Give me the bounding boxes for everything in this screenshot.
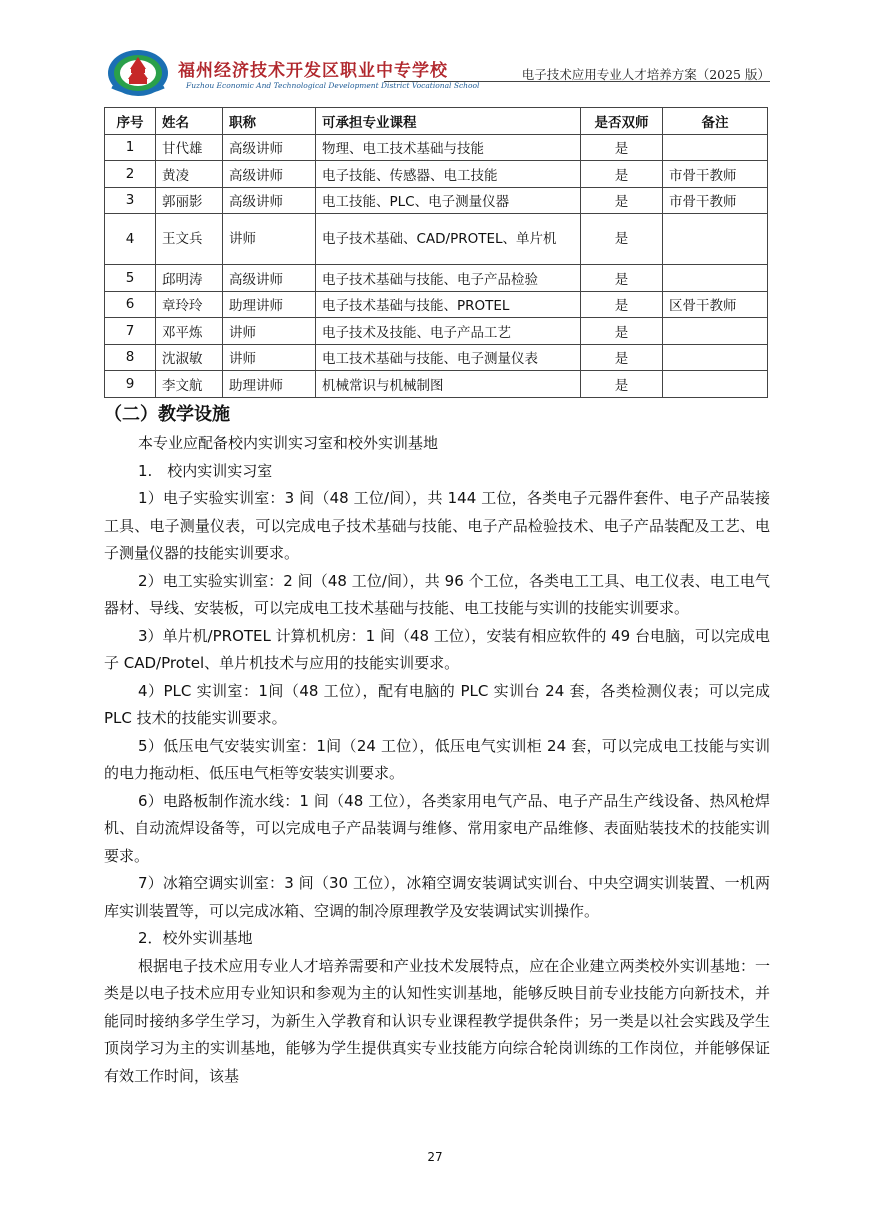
cell-courses: 电子技术及技能、电子产品工艺 <box>316 318 581 345</box>
table-row <box>105 318 768 345</box>
cell-name: 王文兵 <box>156 214 223 265</box>
cell-dual: 是 <box>581 291 663 318</box>
table-header-row <box>105 108 768 135</box>
section-heading: （二）教学设施 <box>104 404 230 425</box>
table-row <box>105 291 768 318</box>
cell-dual: 是 <box>581 161 663 188</box>
cell-title: 讲师 <box>223 318 316 345</box>
cell-name: 甘代雄 <box>156 134 223 161</box>
facility-item: 5）低压电气安装实训室：1间（24 工位），低压电气实训柜 24 套，可以完成电工技能与实训的电力拖动柜、低压电气柜等安装实训要求。 <box>104 736 770 782</box>
section-intro: 本专业应配备校内实训实习室和校外实训基地 <box>138 434 439 452</box>
col-header-name: 姓名 <box>156 108 223 135</box>
cell-title: 助理讲师 <box>223 291 316 318</box>
cell-dual: 是 <box>581 134 663 161</box>
cell-dual: 是 <box>581 187 663 214</box>
cell-courses: 电子技能、传感器、电工技能 <box>316 161 581 188</box>
school-name-cn: 福州经济技术开发区职业中专学校 <box>178 61 448 81</box>
table-row <box>105 134 768 161</box>
table-row <box>105 214 768 265</box>
cell-no: 1 <box>105 134 156 161</box>
cell-note: 区骨干教师 <box>663 291 768 318</box>
cell-no: 3 <box>105 187 156 214</box>
cell-courses: 电子技术基础与技能、电子产品检验 <box>316 265 581 292</box>
cell-no: 9 <box>105 371 156 398</box>
page-number: 27 <box>427 1150 443 1164</box>
header-divider <box>384 81 770 82</box>
facility-item: 7）冰箱空调实训室：3 间（30 工位），冰箱空调安装调试实训台、中央空调实训装置、一机两库实训装置等，可以完成冰箱、空调的制冷原理教学及安装调试实训操作。 <box>104 874 770 920</box>
cell-title: 讲师 <box>223 344 316 371</box>
school-emblem-icon <box>106 47 170 97</box>
cell-note: 市骨干教师 <box>663 187 768 214</box>
table-row <box>105 371 768 398</box>
col-header-note: 备注 <box>663 108 768 135</box>
document-title: 电子技术应用专业人才培养方案（2025 版） <box>521 67 770 82</box>
cell-dual: 是 <box>581 318 663 345</box>
cell-note <box>663 318 768 345</box>
col-header-no: 序号 <box>105 108 156 135</box>
cell-name: 邱明涛 <box>156 265 223 292</box>
facility-item: 1）电子实验实训室：3 间（48 工位/间），共 144 工位，各类电子元器件套件、电子产品装接工具、电子测量仪表，可以完成电子技术基础与技能、电子产品检验技术、电子产品装配及工艺、电子测量仪器的技能实训要求。 <box>104 489 770 562</box>
cell-title: 讲师 <box>223 214 316 265</box>
cell-no: 7 <box>105 318 156 345</box>
cell-name: 郭丽影 <box>156 187 223 214</box>
cell-courses: 电子技术基础与技能、PROTEL <box>316 291 581 318</box>
cell-note <box>663 344 768 371</box>
cell-no: 8 <box>105 344 156 371</box>
cell-no: 6 <box>105 291 156 318</box>
cell-no: 4 <box>105 214 156 265</box>
cell-title: 助理讲师 <box>223 371 316 398</box>
cell-courses: 电子技术基础、CAD/PROTEL、单片机 <box>316 214 581 265</box>
cell-name: 沈淑敏 <box>156 344 223 371</box>
cell-title: 高级讲师 <box>223 134 316 161</box>
facility-item: 6）电路板制作流水线：1 间（48 工位），各类家用电气产品、电子产品生产线设备、热风枪焊机、自动流焊设备等，可以完成电子产品装调与维修、常用家电产品维修、表面贴装技术的技能实训要求。 <box>104 791 770 865</box>
cell-no: 5 <box>105 265 156 292</box>
cell-name: 李文航 <box>156 371 223 398</box>
cell-note <box>663 265 768 292</box>
cell-dual: 是 <box>581 265 663 292</box>
cell-note <box>663 134 768 161</box>
table-row <box>105 187 768 214</box>
cell-note <box>663 214 768 265</box>
page-header <box>104 44 770 104</box>
teaching-facilities-section <box>104 400 770 1090</box>
offcampus-paragraph: 根据电子技术应用专业人才培养需要和产业技术发展特点，应在企业建立两类校外实训基地：一类是以电子技术应用专业知识和参观为主的认知性实训基地，能够反映目前专业技能方向新技术，并能同时接纳多学生学习，为新生入学教育和认识专业课程教学提供条件；另一类是以社会实践及学生顶岗学习为主的实训基地，能够为学生提供真实专业技能方向综合轮岗训练的工作岗位，并能够保证有效工作时间，该基 <box>104 956 770 1085</box>
facility-item: 2）电工实验实训室：2 间（48 工位/间），共 96 个工位，各类电工工具、电工仪表、电工电气器材、导线、安装板，可以完成电工技术基础与技能、电工技能与实训的技能实训要求。 <box>104 571 770 617</box>
cell-courses: 电工技术基础与技能、电子测量仪表 <box>316 344 581 371</box>
facility-item: 3）单片机/PROTEL 计算机机房：1 间（48 工位），安装有相应软件的 49 台电脑，可以完成电子 CAD/Protel、单片机技术与应用的技能实训要求。 <box>104 626 770 672</box>
table-row <box>105 265 768 292</box>
cell-note <box>663 371 768 398</box>
cell-courses: 物理、电工技术基础与技能 <box>316 134 581 161</box>
teacher-table <box>104 107 768 398</box>
cell-name: 黄凌 <box>156 161 223 188</box>
cell-title: 高级讲师 <box>223 265 316 292</box>
cell-courses: 电工技能、PLC、电子测量仪器 <box>316 187 581 214</box>
cell-title: 高级讲师 <box>223 161 316 188</box>
cell-name: 章玲玲 <box>156 291 223 318</box>
subsection-heading-oncampus: 1. 校内实训实习室 <box>138 461 273 480</box>
school-name-en: Fuzhou Economic And Technological Development District Vocational School <box>186 81 480 90</box>
table-row <box>105 161 768 188</box>
col-header-title: 职称 <box>223 108 316 135</box>
cell-name: 邓平炼 <box>156 318 223 345</box>
cell-dual: 是 <box>581 371 663 398</box>
cell-dual: 是 <box>581 344 663 371</box>
col-header-courses: 可承担专业课程 <box>316 108 581 135</box>
col-header-dual: 是否双师 <box>581 108 663 135</box>
cell-dual: 是 <box>581 214 663 265</box>
table-row <box>105 344 768 371</box>
cell-courses: 机械常识与机械制图 <box>316 371 581 398</box>
subsection-heading-offcampus: 2．校外实训基地 <box>138 929 253 947</box>
cell-title: 高级讲师 <box>223 187 316 214</box>
cell-no: 2 <box>105 161 156 188</box>
cell-note: 市骨干教师 <box>663 161 768 188</box>
facility-item: 4）PLC 实训室：1间（48 工位），配有电脑的 PLC 实训台 24 套，各类检测仪表；可以完成 PLC 技术的技能实训要求。 <box>104 681 770 727</box>
